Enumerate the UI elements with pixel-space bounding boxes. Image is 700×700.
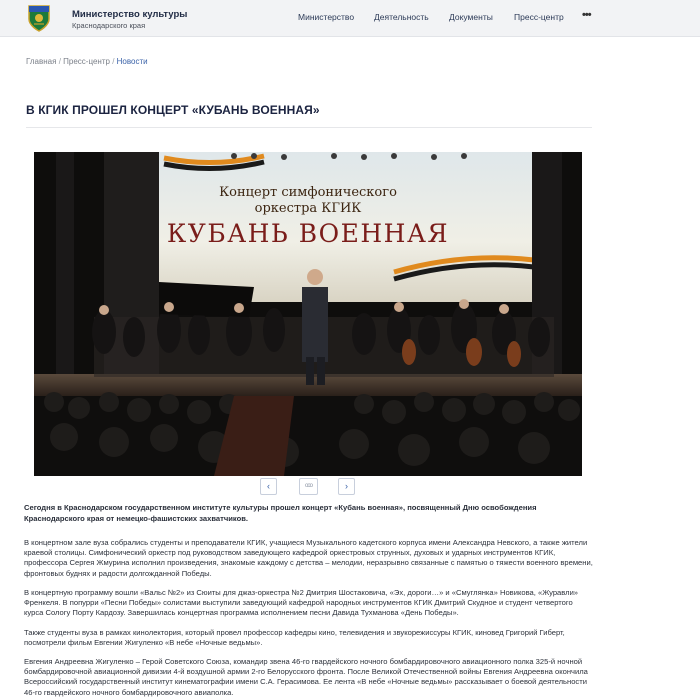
ministry-subtitle: Краснодарского края	[72, 21, 146, 30]
article-paragraph: Евгения Андреевна Жигуленко – Герой Советского Союза, командир звена 46-го гвардейского ночного бомбардировочного авиационного полка 325-й ночной бомбардировочной авиационной дивизии 4-й воздушной армии 2-го Белорусского фронта. После Великой Отечественной войны Евгения Андреевна окончила Всероссийский государственный институт кинематографии имени С.А. Герасимова. Ее лента «В небе «Ночные ведьмы» рассказывает о боевой деятельности 46-го гвардейского ночного бомбардировочного авиаполка.	[24, 657, 588, 697]
breadcrumb-news[interactable]: Новости	[116, 57, 148, 66]
nav-item-documents[interactable]: Документы	[449, 12, 493, 22]
article-paragraph: Также студенты вуза в рамках кинолектория, который провел профессор кафедры кино, телевидения и звукорежиссуры КГИК, киновед Григорий Гиберт, посмотрели фильм Евгении Жигуленко «В небе «Ночные ведьмы».	[24, 628, 565, 648]
slider-prev-button[interactable]: ‹	[260, 478, 277, 495]
article-lead: Сегодня в Краснодарском государственном институте культуры прошел концерт «Кубань военная», посвященный Дню освобождения Краснодарского края от немецко-фашистских захватчиков.	[24, 503, 537, 523]
slider-gallery-indicator[interactable]: ooo	[299, 478, 318, 495]
nav-item-press-center[interactable]: Пресс-центр	[514, 12, 564, 22]
breadcrumb-separator: /	[58, 57, 61, 66]
breadcrumb-home[interactable]: Главная	[26, 57, 57, 66]
article-paragraph: В концертную программу вошли «Вальс №2» из Сюиты для джаз-оркестра №2 Дмитрия Шостаковича, «Эх, дороги…» и «Смуглянка» Новикова, «Журавли» Френкеля. В попурри «Песни Победы» солистами выступили заведующий кафедрой народных инструментов КГИК Дмитрий Скудное и студент четвертого курса Сологу Порту Кардозу. Завершилась концертная программа исполнением песни Давида Тухманова «День Победы».	[24, 588, 579, 618]
coat-of-arms-logo[interactable]	[26, 4, 52, 32]
ministry-title[interactable]: Министерство культуры	[72, 9, 188, 20]
breadcrumb	[26, 57, 148, 66]
article-paragraph: В концертном зале вуза собрались студенты и преподаватели КГИК, учащиеся Музыкального кадетского корпуса имени Александра Невского, а также жители краевой столицы. Симфонический оркестр под руководством заведующего кафедрой оркестровых струнных, духовых и ударных инструментов КГИК, профессора Сергея Жмурина исполнил произведения, знакомые каждому с детства – мелодии, неразрывно связанные с памятью о тяжести военного времени, фронтовых буднях и радости долгожданной Победы.	[24, 538, 593, 578]
banner-title: КУБАНЬ ВОЕННАЯ	[166, 219, 450, 248]
title-divider	[26, 127, 592, 128]
slider-next-button[interactable]: ›	[338, 478, 355, 495]
nav-item-activity[interactable]: Деятельность	[374, 12, 429, 22]
banner-subtitle-line2: оркестра КГИК	[254, 201, 362, 216]
breadcrumb-separator: /	[112, 57, 115, 66]
page-title: В КГИК ПРОШЕЛ КОНЦЕРТ «КУБАНЬ ВОЕННАЯ»	[26, 103, 320, 117]
nav-item-ministry[interactable]: Министерство	[298, 12, 355, 22]
concert-photo[interactable]	[34, 152, 582, 476]
more-menu-icon[interactable]: •••	[582, 9, 591, 21]
breadcrumb-press-center[interactable]: Пресс-центр	[63, 57, 110, 66]
banner-subtitle-line1: Концерт симфонического	[219, 185, 397, 200]
site-header	[0, 0, 700, 37]
